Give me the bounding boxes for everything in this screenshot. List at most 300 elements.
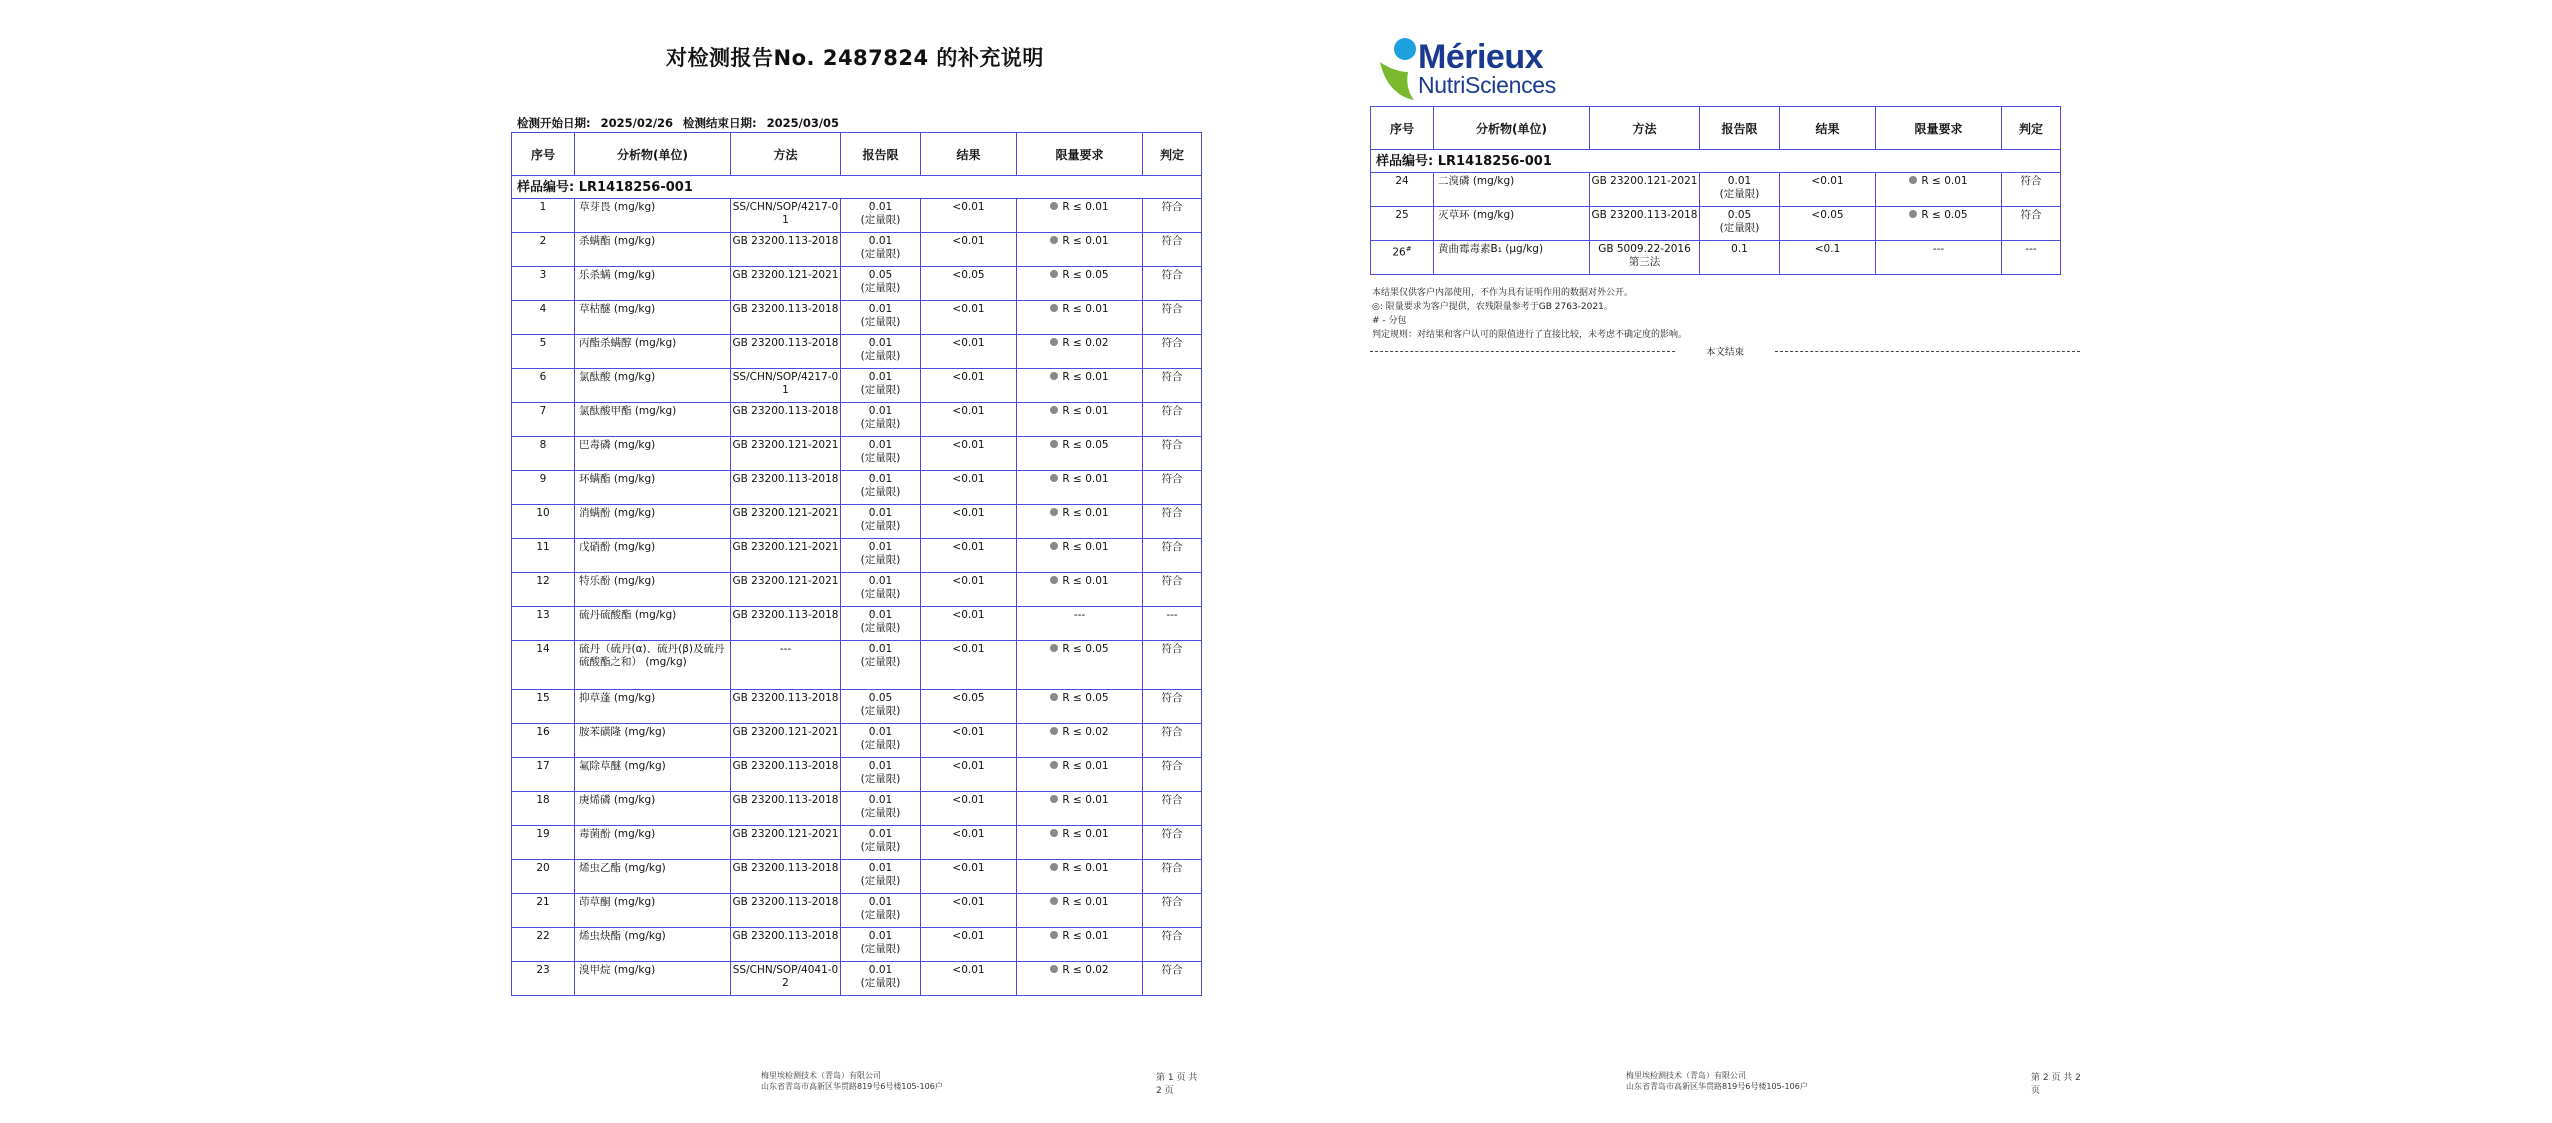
limit-requirement-text: R ≤ 0.01 (1062, 507, 1109, 519)
result-cell: <0.01 (921, 539, 1017, 573)
method-cell (731, 403, 841, 437)
seq-number: 5 (539, 337, 547, 349)
note-line: 本结果仅供客户内部使用，不作为具有证明作用的数据对外公开。 (1372, 288, 1634, 298)
customer-limit-icon (1909, 210, 1917, 218)
table-row (512, 267, 1202, 301)
report-limit-type: (定量限) (860, 773, 901, 785)
seq-cell (512, 860, 575, 894)
seq-number: 9 (539, 473, 547, 485)
analyte-cell: 硫丹硫酸酯 (mg/kg) (575, 607, 731, 641)
table-row (512, 437, 1202, 471)
test-dates (517, 115, 849, 131)
judgement-cell: 符合 (1143, 335, 1202, 369)
end-date-label: 检测结束日期: (683, 116, 757, 130)
method-cell (731, 437, 841, 471)
method-cell (731, 539, 841, 573)
limit-requirement-text: R ≤ 0.01 (1921, 175, 1968, 187)
method-text: GB 23200.113-2018 (732, 473, 839, 485)
limit-requirement-text: R ≤ 0.02 (1062, 964, 1109, 976)
judgement-cell: 符合 (1143, 860, 1202, 894)
judgement-cell: 符合 (1143, 928, 1202, 962)
result-cell: <0.05 (1780, 207, 1876, 241)
judgement-cell: 符合 (1143, 403, 1202, 437)
limit-requirement-cell (1017, 894, 1143, 928)
report-limit-type: (定量限) (860, 486, 901, 498)
analyte-cell: 硫丹（硫丹(α)、硫丹(β)及硫丹硫酸酯之和） (mg/kg) (575, 641, 731, 690)
seq-cell (512, 403, 575, 437)
judgement-cell: 符合 (1143, 641, 1202, 690)
seq-cell (512, 369, 575, 403)
results-table-1 (511, 132, 1202, 996)
method-cell (731, 199, 841, 233)
limit-requirement-text: R ≤ 0.01 (1062, 760, 1109, 772)
column-header: 判定 (1143, 133, 1202, 176)
report-limit-type: (定量限) (860, 418, 901, 430)
table-row (512, 928, 1202, 962)
analyte-cell: 环螨酯 (mg/kg) (575, 471, 731, 505)
limit-requirement-text: R ≤ 0.05 (1062, 643, 1109, 655)
analyte-cell: 烯虫炔酯 (mg/kg) (575, 928, 731, 962)
seq-cell (512, 573, 575, 607)
judgement-cell: 符合 (1143, 724, 1202, 758)
seq-cell (512, 894, 575, 928)
column-header: 方法 (1590, 107, 1700, 150)
seq-cell (512, 928, 575, 962)
method-cell (731, 471, 841, 505)
method-text: SS/CHN/SOP/4217-01 (732, 371, 839, 396)
seq-cell (512, 437, 575, 471)
report-limit-type: (定量限) (860, 807, 901, 819)
customer-limit-icon (1050, 474, 1058, 482)
seq-number: 2 (539, 235, 547, 247)
report-limit-value: 0.01 (868, 507, 893, 519)
limit-requirement-cell (1876, 173, 2002, 207)
method-text: GB 23200.121-2021 (732, 828, 839, 840)
report-limit-cell (841, 962, 921, 996)
note-line: 判定规则：对结果和客户认可的限值进行了直接比较，未考虑不确定度的影响。 (1372, 330, 1688, 340)
column-header: 结果 (1780, 107, 1876, 150)
report-limit-type: (定量限) (860, 282, 901, 294)
method-text: GB 23200.113-2018 (732, 930, 839, 942)
seq-cell (512, 199, 575, 233)
report-limit-type: (定量限) (860, 622, 901, 634)
footer-company: 梅里埃检测技术（青岛）有限公司 (761, 1071, 881, 1080)
limit-requirement-cell (1017, 471, 1143, 505)
divider-line (1775, 351, 2080, 352)
seq-number: 3 (539, 269, 547, 281)
judgement-cell: 符合 (1143, 471, 1202, 505)
method-sub: 第三法 (1628, 256, 1661, 268)
limit-requirement-text: R ≤ 0.01 (1062, 405, 1109, 417)
limit-requirement-text: R ≤ 0.01 (1062, 930, 1109, 942)
divider-line (1370, 351, 1675, 352)
customer-limit-icon (1050, 693, 1058, 701)
seq-number: 8 (539, 439, 547, 451)
report-limit-cell (841, 894, 921, 928)
report-notes (1372, 286, 1687, 342)
report-limit-value: 0.01 (868, 337, 893, 349)
analyte-cell: 溴甲烷 (mg/kg) (575, 962, 731, 996)
table-row (512, 607, 1202, 641)
seq-number: 1 (539, 201, 547, 213)
analyte-cell: 茚草酮 (mg/kg) (575, 894, 731, 928)
judgement-cell: 符合 (1143, 962, 1202, 996)
method-cell (731, 792, 841, 826)
result-cell: <0.1 (1780, 241, 1876, 275)
report-page-1 (505, 0, 1205, 1123)
limit-requirement-cell (1017, 437, 1143, 471)
report-limit-cell (1700, 173, 1780, 207)
limit-requirement-cell (1017, 369, 1143, 403)
table-row (1371, 207, 2061, 241)
report-limit-type: (定量限) (860, 588, 901, 600)
method-text: GB 23200.113-2018 (732, 760, 839, 772)
table-row (512, 199, 1202, 233)
seq-cell (512, 724, 575, 758)
analyte-cell: 毒菌酚 (mg/kg) (575, 826, 731, 860)
seq-number: 6 (539, 371, 547, 383)
customer-limit-icon (1050, 795, 1058, 803)
limit-requirement-cell (1017, 505, 1143, 539)
result-cell: <0.01 (921, 962, 1017, 996)
result-cell: <0.01 (921, 369, 1017, 403)
table-row (512, 641, 1202, 690)
analyte-cell: 戊硝酚 (mg/kg) (575, 539, 731, 573)
customer-limit-icon (1050, 576, 1058, 584)
seq-number: 16 (536, 726, 550, 738)
limit-requirement-cell (1017, 539, 1143, 573)
report-limit-value: 0.01 (868, 930, 893, 942)
report-limit-value: 0.01 (868, 726, 893, 738)
report-limit-type: (定量限) (860, 977, 901, 989)
column-header: 报告限 (1700, 107, 1780, 150)
method-cell (731, 607, 841, 641)
report-limit-cell (841, 928, 921, 962)
limit-requirement-text: --- (1073, 609, 1086, 621)
seq-number: 19 (536, 828, 550, 840)
table-row (512, 962, 1202, 996)
merieux-logo (1378, 32, 1598, 104)
report-limit-type: (定量限) (860, 350, 901, 362)
result-cell: <0.01 (921, 335, 1017, 369)
seq-cell (512, 690, 575, 724)
seq-number: 7 (539, 405, 547, 417)
seq-number: 17 (536, 760, 550, 772)
limit-requirement-text: R ≤ 0.01 (1062, 473, 1109, 485)
report-limit-value: 0.01 (868, 609, 893, 621)
logo-text-merieux: Mérieux (1418, 38, 1543, 76)
result-cell: <0.01 (921, 199, 1017, 233)
limit-requirement-cell (1017, 758, 1143, 792)
limit-requirement-text: R ≤ 0.01 (1062, 896, 1109, 908)
footer-company-block (1626, 1070, 1808, 1092)
method-cell (731, 573, 841, 607)
customer-limit-icon (1050, 644, 1058, 652)
table-row (512, 335, 1202, 369)
analyte-cell: 二溴磷 (mg/kg) (1434, 173, 1590, 207)
limit-requirement-text: R ≤ 0.05 (1062, 439, 1109, 451)
subcontract-mark: # (1405, 245, 1412, 253)
limit-requirement-text: R ≤ 0.01 (1062, 541, 1109, 553)
customer-limit-icon (1050, 440, 1058, 448)
limit-requirement-cell (1017, 403, 1143, 437)
page-number: 第 1 页 共 2 页 (1156, 1073, 1198, 1096)
method-text: GB 23200.121-2021 (732, 269, 839, 281)
report-limit-type: (定量限) (860, 875, 901, 887)
footer-company-block (761, 1070, 943, 1092)
report-limit-cell (841, 539, 921, 573)
limit-requirement-text: R ≤ 0.01 (1062, 862, 1109, 874)
report-limit-type: (定量限) (860, 739, 901, 751)
analyte-cell: 乐杀螨 (mg/kg) (575, 267, 731, 301)
report-limit-type: (定量限) (860, 554, 901, 566)
report-limit-cell (841, 860, 921, 894)
page-number: 第 2 页 共 2 页 (2031, 1073, 2081, 1096)
seq-number: 12 (536, 575, 550, 587)
table-row (512, 403, 1202, 437)
result-cell: <0.01 (921, 573, 1017, 607)
report-page-2 (1370, 0, 2090, 1123)
method-cell (1590, 173, 1700, 207)
limit-requirement-cell (1017, 335, 1143, 369)
column-header: 限量要求 (1876, 107, 2002, 150)
method-text: GB 23200.113-2018 (732, 303, 839, 315)
customer-limit-icon (1050, 727, 1058, 735)
judgement-cell: --- (2002, 241, 2061, 275)
customer-limit-icon (1050, 270, 1058, 278)
method-text: GB 23200.113-2018 (732, 692, 839, 704)
limit-requirement-cell (1017, 233, 1143, 267)
report-limit-value: 0.01 (868, 643, 893, 655)
table-row (512, 505, 1202, 539)
limit-requirement-cell (1017, 573, 1143, 607)
seq-number: 26 (1392, 246, 1406, 259)
report-limit-cell (841, 641, 921, 690)
report-limit-type: (定量限) (860, 248, 901, 260)
customer-limit-icon (1050, 406, 1058, 414)
analyte-cell: 草芽畏 (mg/kg) (575, 199, 731, 233)
report-limit-cell (841, 792, 921, 826)
sample-number: 样品编号: LR1418256-001 (512, 176, 1202, 199)
method-text: GB 23200.121-2021 (732, 541, 839, 553)
report-limit-type: (定量限) (1719, 188, 1760, 200)
customer-limit-icon (1050, 897, 1058, 905)
judgement-cell: 符合 (1143, 690, 1202, 724)
method-cell (731, 335, 841, 369)
table-row (512, 894, 1202, 928)
report-limit-value: 0.05 (868, 692, 893, 704)
report-limit-value: 0.05 (1727, 209, 1752, 221)
report-limit-type: (定量限) (860, 452, 901, 464)
result-cell: <0.05 (921, 690, 1017, 724)
report-limit-value: 0.01 (868, 575, 893, 587)
result-cell: <0.01 (921, 894, 1017, 928)
customer-limit-icon (1050, 372, 1058, 380)
limit-requirement-text: R ≤ 0.01 (1062, 794, 1109, 806)
seq-cell (512, 335, 575, 369)
column-header: 方法 (731, 133, 841, 176)
report-limit-type: (定量限) (860, 214, 901, 226)
report-limit-value: 0.01 (868, 235, 893, 247)
judgement-cell: 符合 (1143, 301, 1202, 335)
report-limit-cell (841, 758, 921, 792)
method-text: SS/CHN/SOP/4217-01 (732, 201, 839, 226)
customer-limit-icon (1050, 304, 1058, 312)
seq-number: 11 (536, 541, 550, 553)
limit-requirement-text: R ≤ 0.02 (1062, 726, 1109, 738)
limit-requirement-cell (1017, 962, 1143, 996)
method-text: GB 23200.121-2021 (732, 726, 839, 738)
report-limit-value: 0.01 (868, 794, 893, 806)
seq-number: 18 (536, 794, 550, 806)
seq-number: 4 (539, 303, 547, 315)
report-limit-value: 0.1 (1731, 243, 1748, 255)
limit-requirement-text: R ≤ 0.01 (1062, 235, 1109, 247)
seq-cell (512, 792, 575, 826)
table-row (512, 301, 1202, 335)
report-limit-value: 0.01 (868, 541, 893, 553)
method-cell (731, 301, 841, 335)
table-row (512, 826, 1202, 860)
limit-requirement-text: R ≤ 0.01 (1062, 201, 1109, 213)
limit-requirement-text: --- (1932, 243, 1945, 255)
judgement-cell: 符合 (1143, 505, 1202, 539)
method-text: GB 23200.113-2018 (732, 337, 839, 349)
judgement-cell: 符合 (1143, 573, 1202, 607)
report-limit-type: (定量限) (860, 909, 901, 921)
sample-number-row (1371, 150, 2061, 173)
seq-cell (512, 233, 575, 267)
result-cell: <0.01 (921, 403, 1017, 437)
table-row (512, 573, 1202, 607)
table-row (512, 758, 1202, 792)
seq-cell (512, 962, 575, 996)
limit-requirement-cell (1017, 301, 1143, 335)
table-row (512, 792, 1202, 826)
seq-cell (512, 826, 575, 860)
method-text: GB 23200.113-2018 (732, 896, 839, 908)
customer-limit-icon (1050, 508, 1058, 516)
report-limit-type: (定量限) (860, 841, 901, 853)
seq-cell (512, 758, 575, 792)
judgement-cell: 符合 (1143, 758, 1202, 792)
report-limit-cell (841, 369, 921, 403)
limit-requirement-cell (1017, 641, 1143, 690)
customer-limit-icon (1050, 236, 1058, 244)
report-limit-cell (841, 403, 921, 437)
column-header: 分析物(单位) (1434, 107, 1590, 150)
limit-requirement-text: R ≤ 0.01 (1062, 828, 1109, 840)
seq-number: 21 (536, 896, 550, 908)
limit-requirement-cell (1876, 241, 2002, 275)
method-cell (731, 369, 841, 403)
report-limit-cell (1700, 207, 1780, 241)
result-cell: <0.01 (921, 641, 1017, 690)
report-limit-value: 0.01 (868, 371, 893, 383)
method-cell (1590, 207, 1700, 241)
column-header: 分析物(单位) (575, 133, 731, 176)
limit-requirement-text: R ≤ 0.01 (1062, 371, 1109, 383)
seq-cell (512, 607, 575, 641)
limit-requirement-cell (1017, 690, 1143, 724)
report-limit-cell (841, 199, 921, 233)
table-header-row (512, 133, 1202, 176)
analyte-cell: 烯虫乙酯 (mg/kg) (575, 860, 731, 894)
table-row (1371, 241, 2061, 275)
result-cell: <0.01 (921, 826, 1017, 860)
report-limit-cell (841, 607, 921, 641)
sample-number-row (512, 176, 1202, 199)
method-cell (731, 894, 841, 928)
column-header: 序号 (1371, 107, 1434, 150)
table-row (512, 539, 1202, 573)
report-limit-cell (841, 724, 921, 758)
limit-requirement-text: R ≤ 0.01 (1062, 575, 1109, 587)
method-cell (731, 505, 841, 539)
table-row (512, 471, 1202, 505)
seq-cell (512, 471, 575, 505)
column-header: 限量要求 (1017, 133, 1143, 176)
footer-company: 梅里埃检测技术（青岛）有限公司 (1626, 1071, 1746, 1080)
result-cell: <0.01 (921, 792, 1017, 826)
report-limit-value: 0.01 (868, 201, 893, 213)
customer-limit-icon (1050, 829, 1058, 837)
seq-number: 23 (536, 964, 550, 976)
sample-number: 样品编号: LR1418256-001 (1371, 150, 2061, 173)
end-date: 2025/03/05 (766, 116, 840, 130)
seq-cell (1371, 241, 1434, 275)
result-cell: <0.01 (921, 437, 1017, 471)
judgement-cell: 符合 (2002, 207, 2061, 241)
table-row (512, 724, 1202, 758)
report-limit-value: 0.01 (1727, 175, 1752, 187)
result-cell: <0.01 (1780, 173, 1876, 207)
method-text: GB 23200.121-2021 (732, 507, 839, 519)
seq-number: 14 (536, 643, 550, 655)
limit-requirement-cell (1017, 199, 1143, 233)
method-cell (731, 267, 841, 301)
customer-limit-icon (1050, 761, 1058, 769)
note-line: # - 分包 (1372, 316, 1407, 326)
result-cell: <0.01 (921, 860, 1017, 894)
analyte-cell: 丙酯杀螨醇 (mg/kg) (575, 335, 731, 369)
method-cell (731, 826, 841, 860)
judgement-cell: 符合 (1143, 539, 1202, 573)
analyte-cell: 特乐酚 (mg/kg) (575, 573, 731, 607)
logo-text-nutrisciences: NutriSciences (1418, 72, 1556, 98)
report-limit-value: 0.01 (868, 828, 893, 840)
seq-cell (512, 539, 575, 573)
analyte-cell: 抑草蓬 (mg/kg) (575, 690, 731, 724)
table-row (512, 690, 1202, 724)
report-limit-cell (841, 471, 921, 505)
limit-requirement-cell (1017, 860, 1143, 894)
judgement-cell: --- (1143, 607, 1202, 641)
analyte-cell: 氯酞酸 (mg/kg) (575, 369, 731, 403)
judgement-cell: 符合 (1143, 894, 1202, 928)
limit-requirement-cell (1017, 724, 1143, 758)
table-row (512, 233, 1202, 267)
start-date-label: 检测开始日期: (517, 116, 591, 130)
judgement-cell: 符合 (1143, 267, 1202, 301)
customer-limit-icon (1050, 338, 1058, 346)
result-cell: <0.05 (921, 267, 1017, 301)
seq-cell (512, 301, 575, 335)
judgement-cell: 符合 (1143, 792, 1202, 826)
report-limit-value: 0.01 (868, 862, 893, 874)
results-table-2 (1370, 106, 2061, 275)
column-header: 序号 (512, 133, 575, 176)
